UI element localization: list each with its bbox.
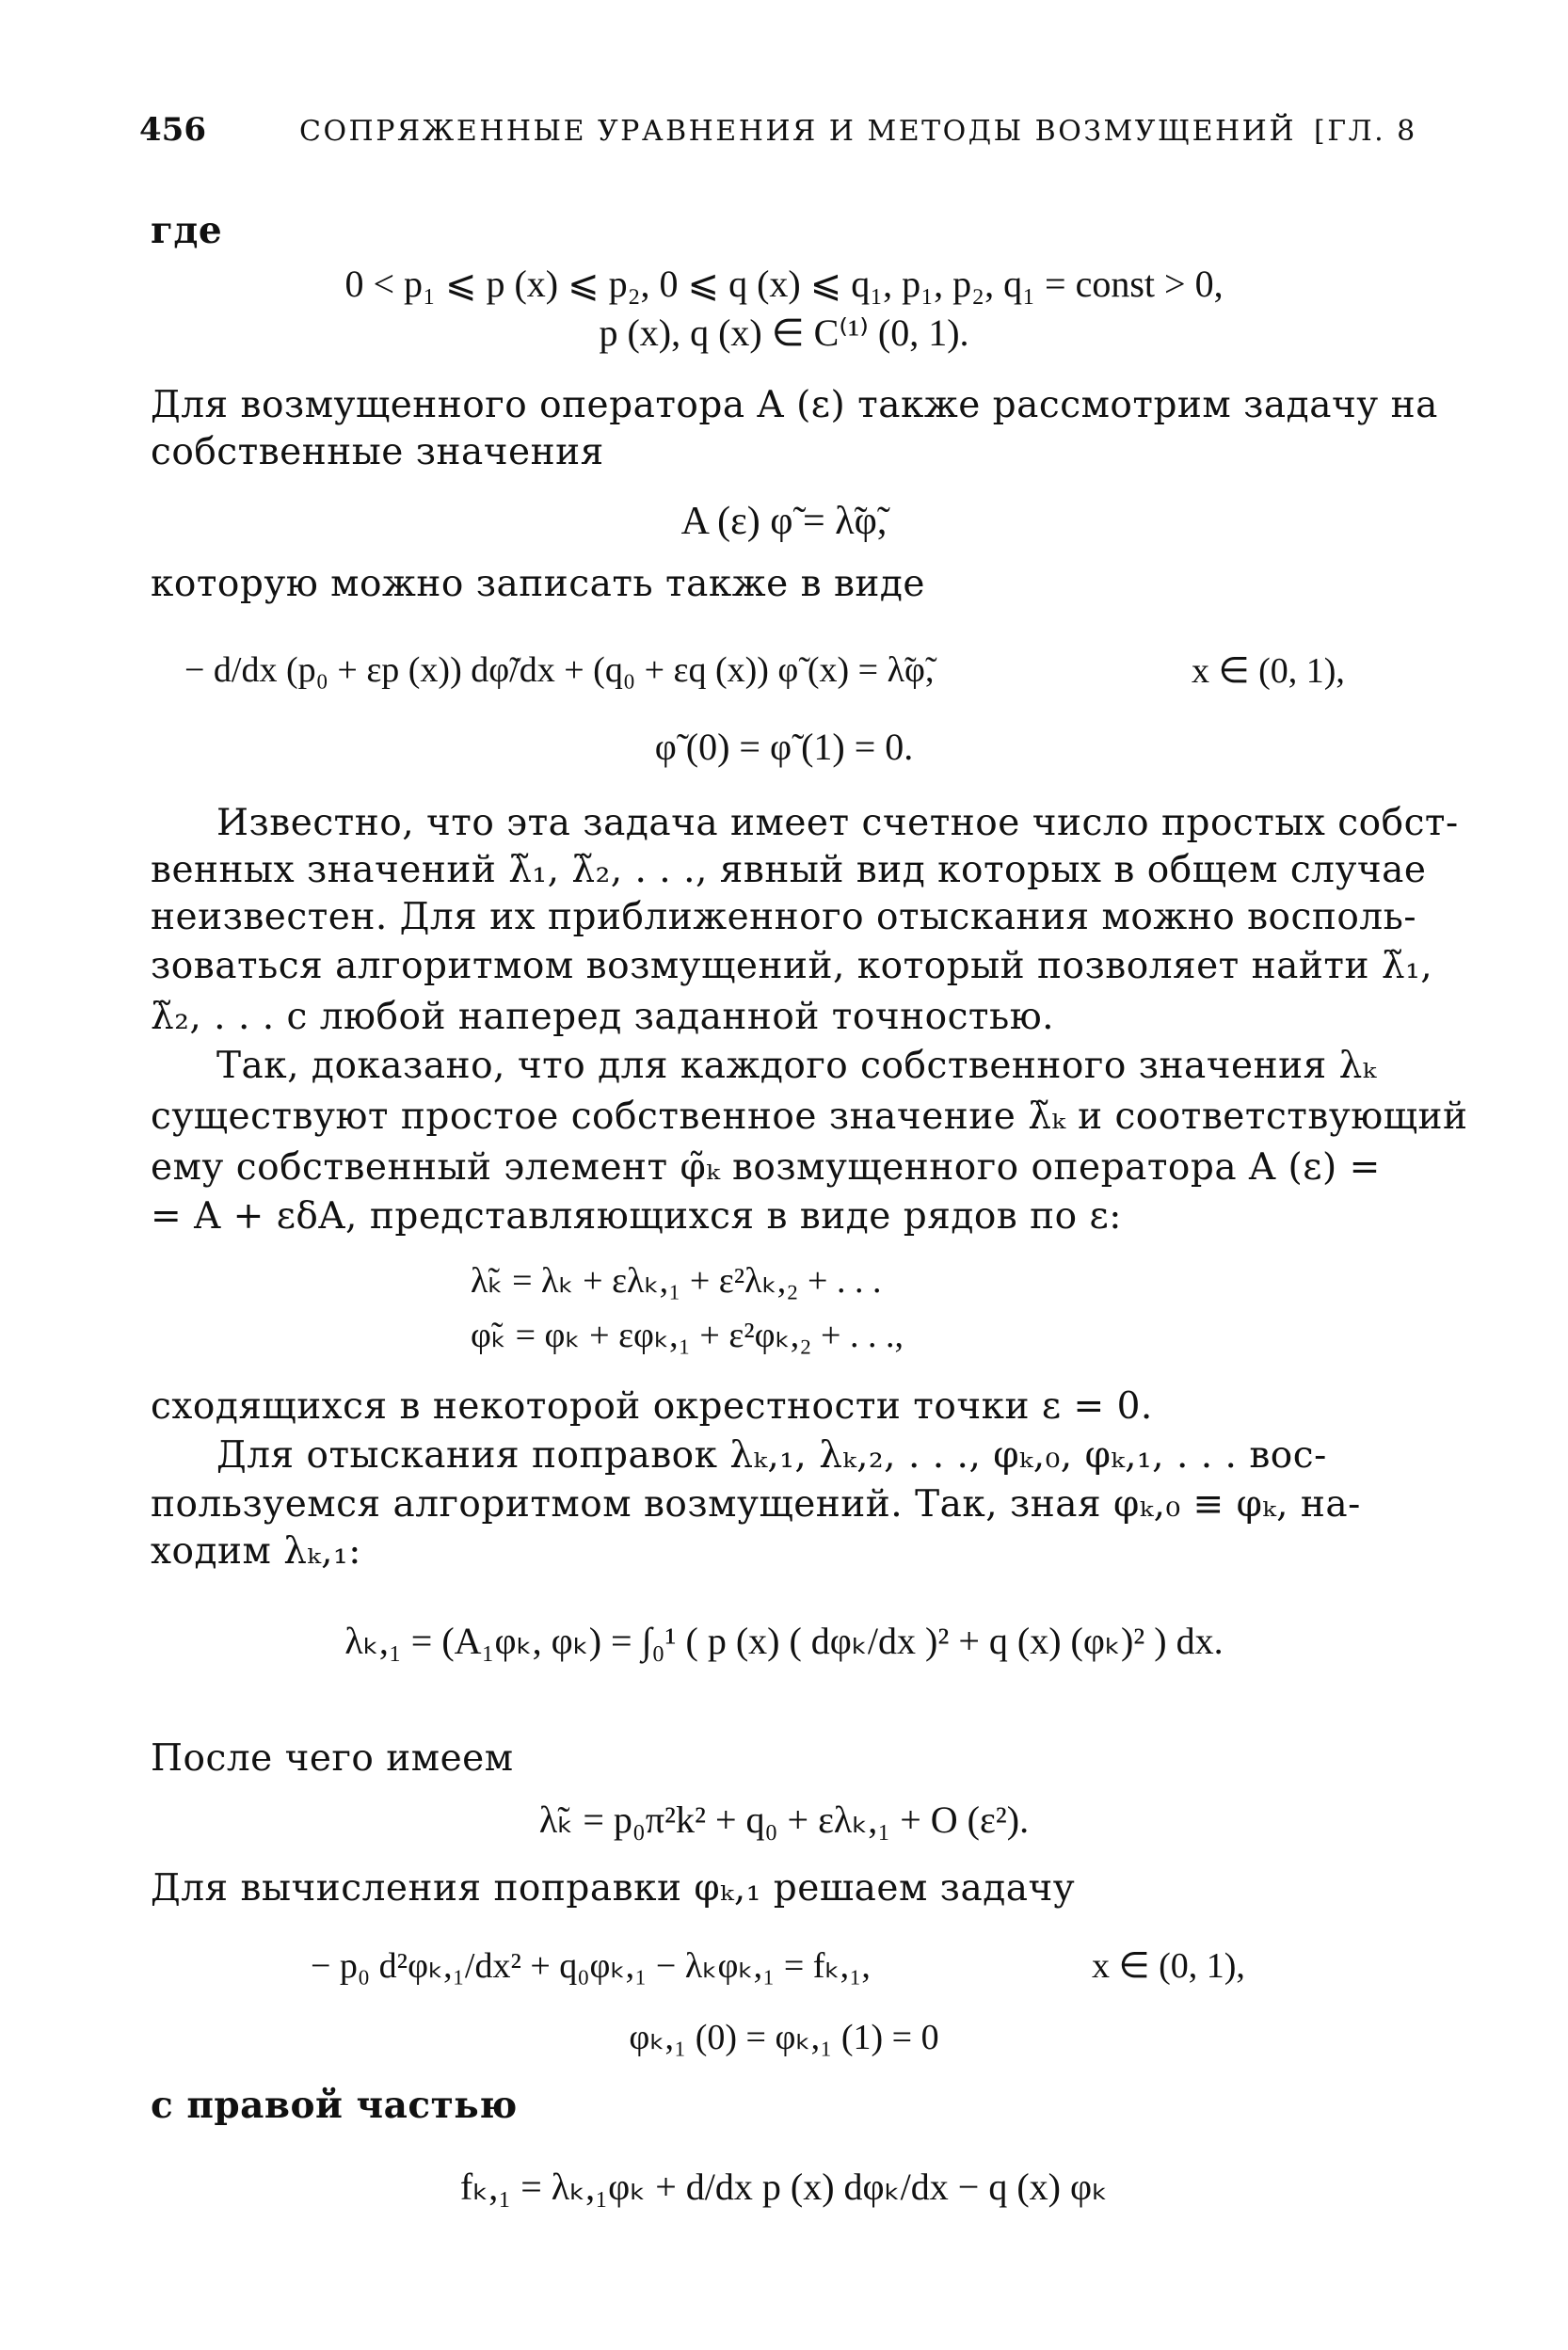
paragraph-4-line2: существуют простое собственное значение λ̃ₖ и соответствующий [151, 1095, 1468, 1138]
paragraph-1-line1: Для возмущенного оператора A (ε) также рассмотрим задачу на [151, 384, 1438, 426]
equation-correction-boundary: φₖ,₁ (0) = φₖ,₁ (1) = 0 [629, 2018, 939, 2057]
equation-bounds-line2: p (x), q (x) ∈ C⁽¹⁾ (0, 1). [599, 312, 969, 354]
equation-eigenproblem: A (ε) φ̃ = λ̃φ̃, [680, 500, 888, 543]
paragraph-6-line2: пользуемся алгоритмом возмущений. Так, зная φₖ,₀ ≡ φₖ, на- [151, 1483, 1361, 1526]
where-word: где [151, 209, 223, 252]
paragraph-6-line1: Для отыскания поправок λₖ,₁, λₖ,₂, . . ., φₖ,₀, φₖ,₁, . . . вос- [216, 1434, 1327, 1477]
paragraph-6-line3: ходим λₖ,₁: [151, 1530, 361, 1573]
paragraph-4-line1: Так, доказано, что для каждого собственного значения λₖ [216, 1045, 1377, 1087]
paragraph-3-line2: венных значений λ̃₁, λ̃₂, . . ., явный вид которых в общем случае [151, 849, 1427, 891]
chapter-label: [ГЛ. 8 [1314, 115, 1417, 148]
equation-bvp-boundary: φ̃ (0) = φ̃ (1) = 0. [654, 726, 914, 768]
equation-bvp-domain: x ∈ (0, 1), [1192, 651, 1345, 691]
paragraph-4-line3: ему собственный элемент φ̃ₖ возмущенного оператора A (ε) = [151, 1146, 1381, 1189]
equation-series-eigenfunction: φ̃ₖ = φₖ + εφₖ,₁ + ε²φₖ,₂ + . . ., [471, 1316, 904, 1355]
paragraph-5: сходящихся в некоторой окрестности точки ε = 0. [151, 1385, 1153, 1428]
paragraph-8: Для вычисления поправки φₖ,₁ решаем задачу [151, 1867, 1076, 1910]
paragraph-2: которую можно записать также в виде [151, 563, 925, 605]
equation-bounds-line1: 0 < p₁ ⩽ p (x) ⩽ p₂, 0 ⩽ q (x) ⩽ q₁, p₁, p₂, q₁ = const > 0, [344, 263, 1224, 305]
paragraph-3-line1: Известно, что эта задача имеет счетное число простых собст- [216, 802, 1459, 844]
paragraph-3-line5: λ̃₂, . . . с любой наперед заданной точностью. [151, 996, 1055, 1038]
paragraph-7: После чего имеем [151, 1737, 514, 1780]
equation-correction-domain: x ∈ (0, 1), [1092, 1946, 1245, 1986]
paragraph-1-line2: собственные значения [151, 431, 604, 473]
paragraph-3-line3: неизвестен. Для их приближенного отыскания можно восполь- [151, 896, 1417, 938]
running-title: СОПРЯЖЕННЫЕ УРАВНЕНИЯ И МЕТОДЫ ВОЗМУЩЕНИЙ [299, 115, 1296, 148]
paragraph-4-line4: = A + εδA, представляющихся в виде рядов по ε: [151, 1195, 1122, 1238]
paragraph-9: с правой частью [151, 2084, 518, 2127]
equation-first-order: λ̃ₖ = p₀π²k² + q₀ + ελₖ,₁ + O (ε²). [538, 1798, 1030, 1841]
page-number: 456 [139, 111, 206, 149]
paragraph-3-line4: зоваться алгоритмом возмущений, который позволяет найти λ̃₁, [151, 945, 1433, 987]
equation-series-eigenvalue: λ̃ₖ = λₖ + ελₖ,₁ + ε²λₖ,₂ + . . . [471, 1261, 882, 1301]
equation-rhs: fₖ,₁ = λₖ,₁φₖ + d/dx p (x) dφₖ/dx − q (x) φₖ [459, 2166, 1109, 2208]
equation-bvp-main: − d/dx (p₀ + εp (x)) dφ̃/dx + (q₀ + εq (x)) φ̃ (x) = λ̃φ̃, [184, 650, 935, 690]
equation-integral: λₖ,₁ = (A₁φₖ, φₖ) = ∫₀¹ ( p (x) ( dφₖ/dx )² + q (x) (φₖ)² ) dx. [344, 1620, 1224, 1662]
equation-correction-main: − p₀ d²φₖ,₁/dx² + q₀φₖ,₁ − λₖφₖ,₁ = fₖ,₁, [311, 1946, 871, 1986]
